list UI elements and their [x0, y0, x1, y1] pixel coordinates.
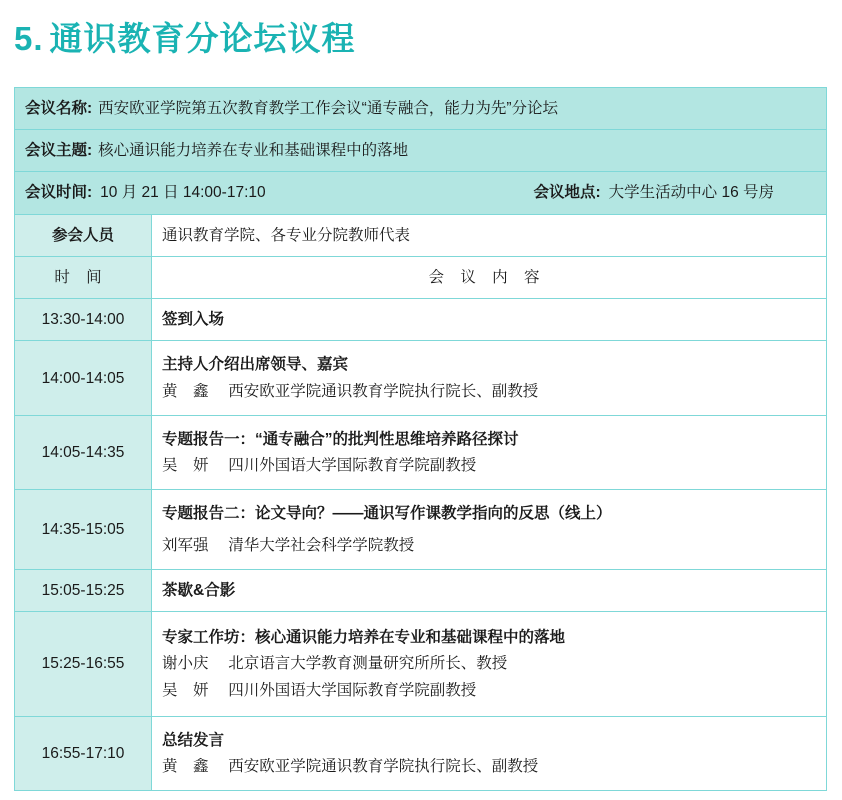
row-time: 14:35-15:05 — [41, 521, 125, 539]
table-row — [15, 341, 827, 416]
column-header-time: 时 间 — [54, 268, 108, 286]
meeting-time-label: 会议时间: — [25, 184, 93, 202]
row-time: 15:05-15:25 — [41, 581, 125, 599]
meeting-time-place-row — [15, 172, 827, 214]
meeting-name-row — [15, 87, 827, 129]
meeting-topic-value: 核心通识能力培养在专业和基础课程中的落地 — [98, 142, 409, 160]
column-header-content: 会 议 内 容 — [428, 268, 546, 286]
page-title — [0, 0, 842, 61]
section-number: 5. — [14, 20, 44, 57]
meeting-name-label: 会议名称: — [25, 99, 93, 117]
table-row — [15, 415, 827, 490]
table-row — [15, 490, 827, 570]
attendees-row — [15, 214, 827, 256]
attendees-label: 参会人员 — [51, 226, 114, 244]
title-text: 通识教育分论坛议程 — [49, 20, 356, 57]
table-row — [15, 716, 827, 791]
row-speaker: 刘军强 清华大学社会科学学院教授 — [162, 536, 415, 554]
row-title: 专家工作坊：核心通识能力培养在专业和基础课程中的落地 — [162, 629, 566, 647]
meeting-name-value: 西安欧亚学院第五次教育教学工作会议“通专融合，能力为先”分论坛 — [98, 99, 558, 117]
table-row — [15, 569, 827, 611]
row-time: 13:30-14:00 — [41, 311, 125, 329]
row-speaker: 吴 妍 四川外国语大学国际教育学院副教授 — [162, 681, 477, 699]
row-title: 签到入场 — [162, 311, 225, 329]
attendees-value: 通识教育学院、各专业分院教师代表 — [162, 226, 411, 244]
row-time: 14:00-14:05 — [41, 369, 125, 387]
row-time: 15:25-16:55 — [41, 655, 125, 673]
row-time: 14:05-14:35 — [41, 444, 125, 462]
meeting-topic-label: 会议主题: — [25, 142, 93, 160]
row-speaker: 谢小庆 北京语言大学教育测量研究所所长、教授 — [162, 655, 508, 673]
row-speaker: 黄 鑫 西安欧亚学院通识教育学院执行院长、副教授 — [162, 758, 539, 776]
meeting-place-value: 大学生活动中心 16 号房 — [608, 184, 774, 202]
meeting-time-value: 10 月 21 日 14:00-17:10 — [100, 184, 266, 202]
meeting-place-label: 会议地点: — [533, 184, 601, 202]
row-speaker: 吴 妍 四川外国语大学国际教育学院副教授 — [162, 457, 477, 475]
column-header-row — [15, 256, 827, 298]
agenda-table — [14, 87, 827, 792]
table-row — [15, 299, 827, 341]
row-title: 茶歇&合影 — [162, 581, 236, 599]
row-speaker: 黄 鑫 西安欧亚学院通识教育学院执行院长、副教授 — [162, 382, 539, 400]
row-title: 专题报告二：论文导向？——通识写作课教学指向的反思（线上） — [162, 505, 612, 523]
row-title: 专题报告一：“通专融合”的批判性思维培养路径探讨 — [162, 430, 519, 448]
meeting-topic-row — [15, 130, 827, 172]
row-title: 主持人介绍出席领导、嘉宾 — [162, 356, 349, 374]
table-row — [15, 612, 827, 717]
row-title: 总结发言 — [162, 731, 225, 749]
row-time: 16:55-17:10 — [41, 745, 125, 763]
